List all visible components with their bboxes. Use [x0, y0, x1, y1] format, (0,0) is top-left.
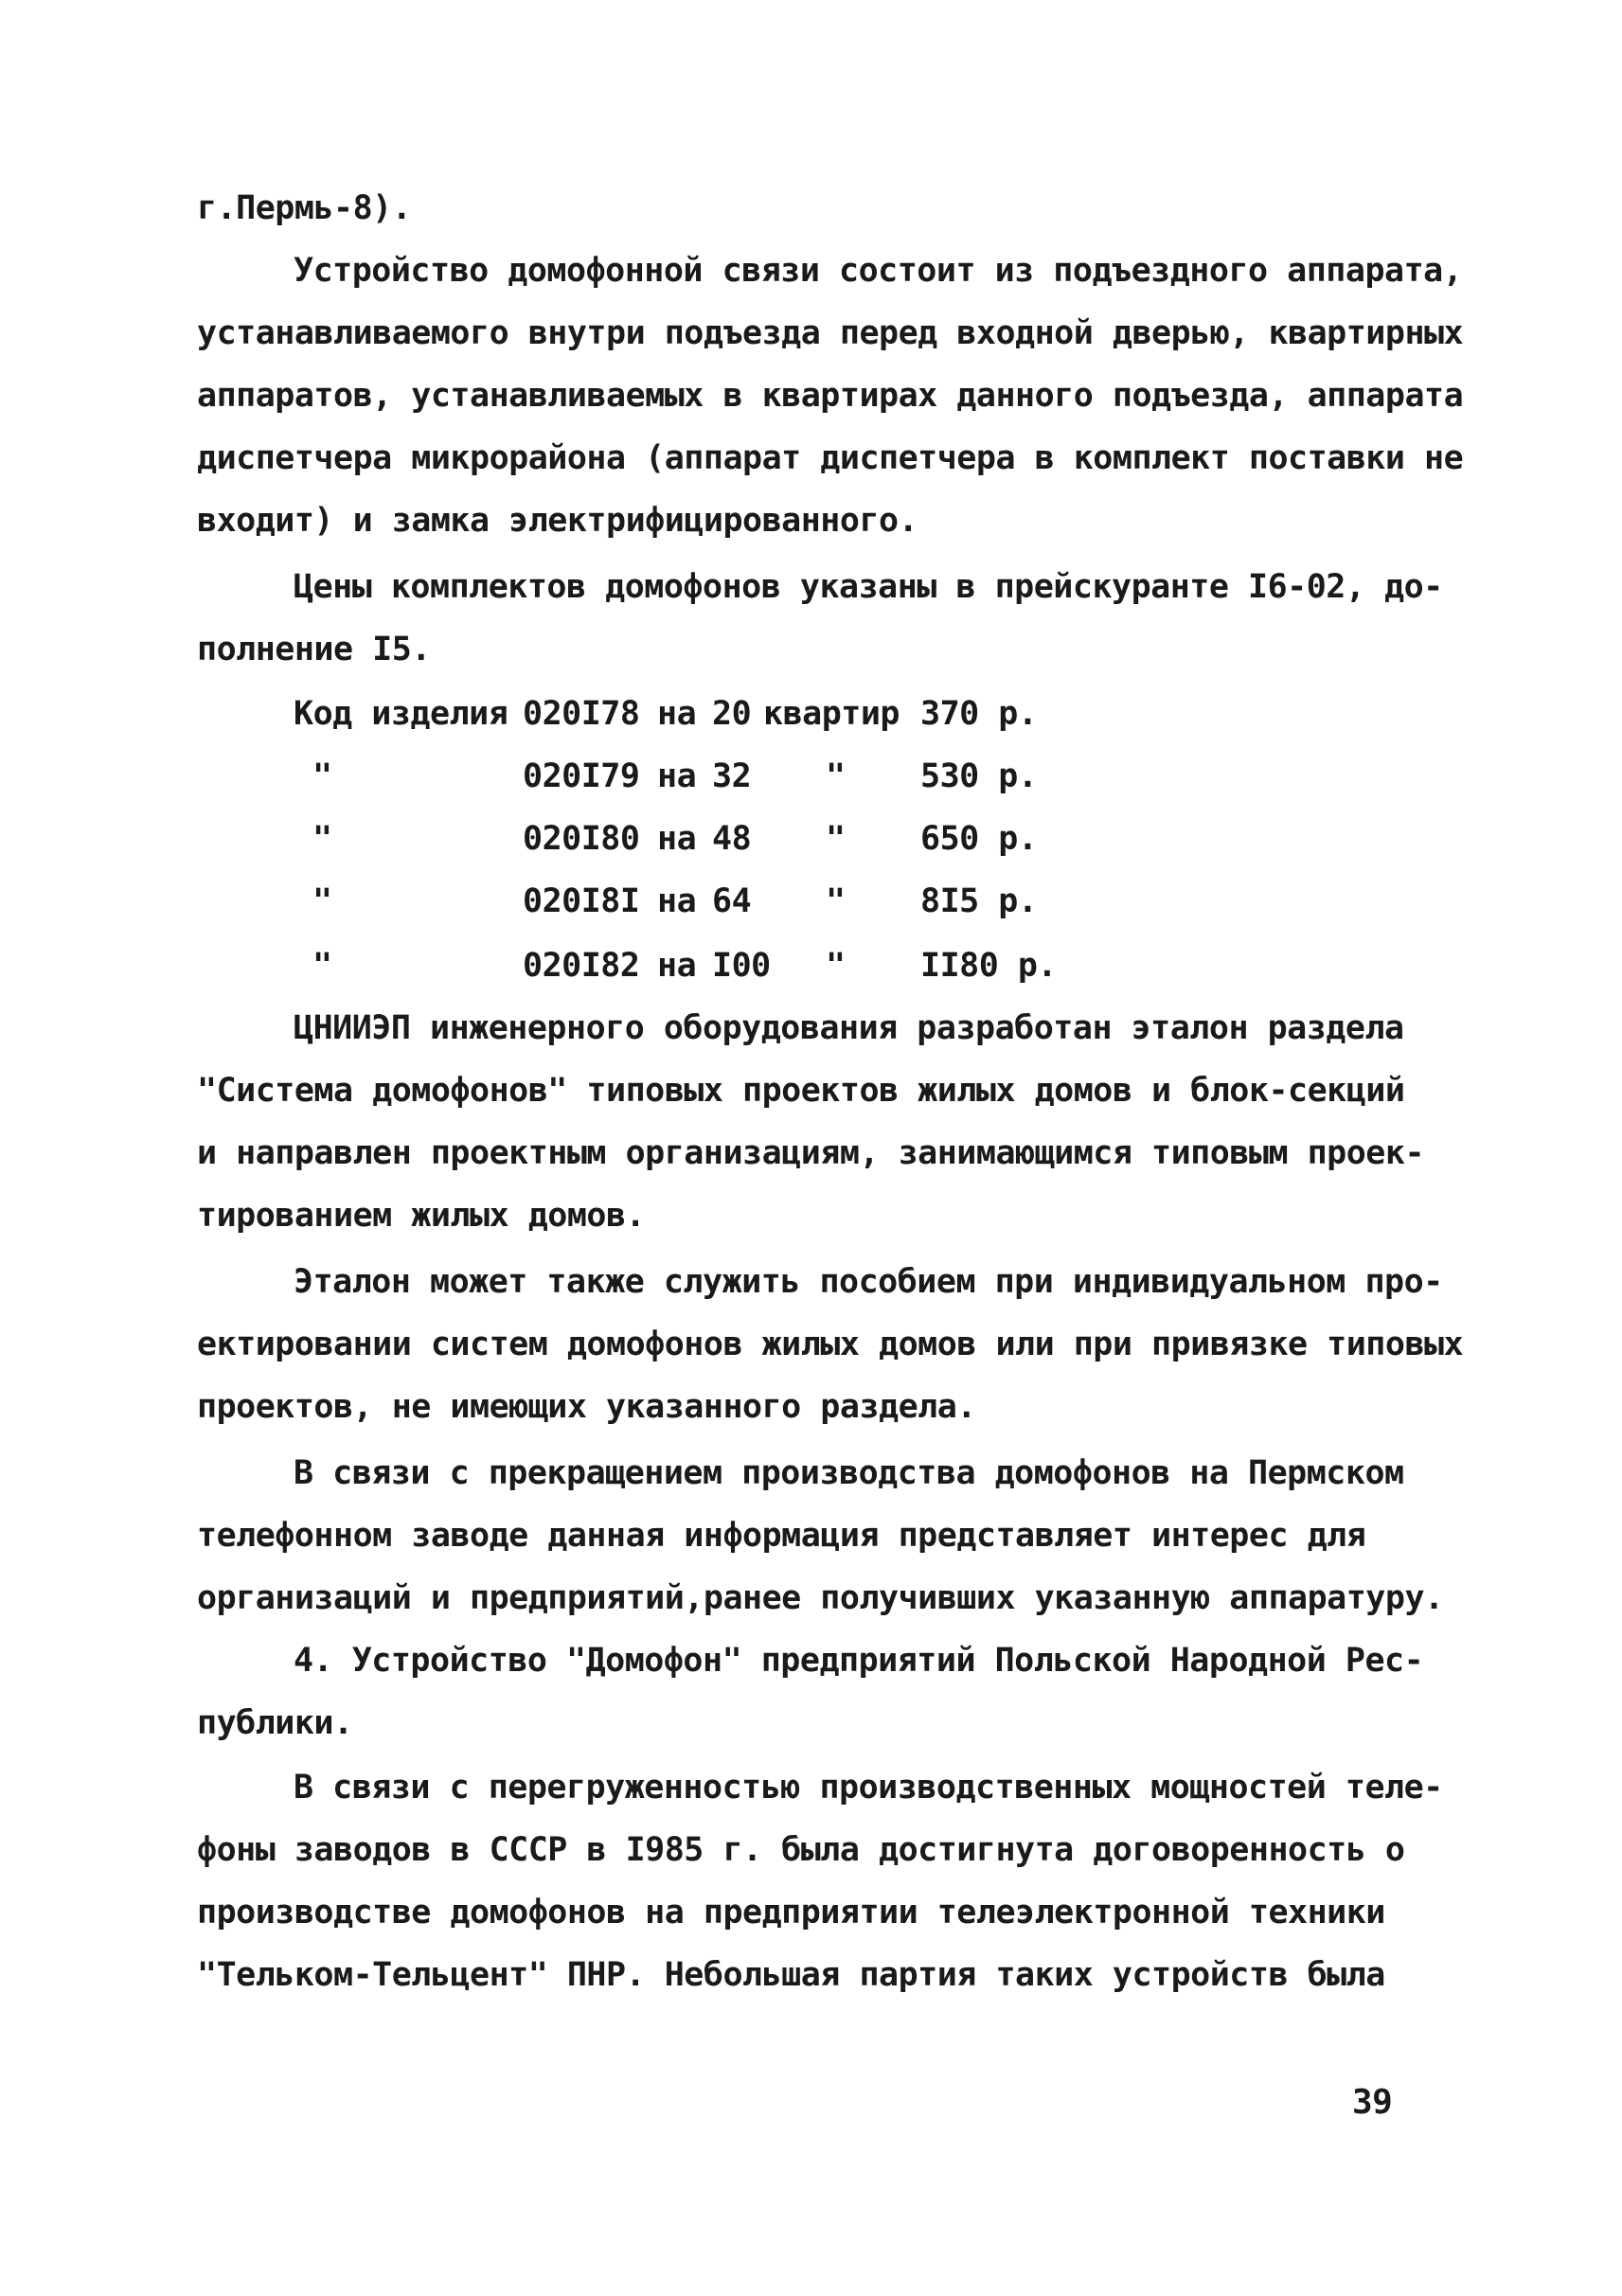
product-code: 020I82	[523, 947, 640, 985]
unit-label: "	[826, 947, 846, 985]
apartment-count: 64	[712, 882, 752, 920]
text-line: входит) и замка электрифицированного.	[197, 502, 918, 540]
text-line: В связи с прекращением производства домофонов на Пермском	[294, 1454, 1404, 1492]
text-line: "Система домофонов" типовых проектов жилых домов и блок-секций	[197, 1072, 1405, 1110]
price: 8I5 р.	[920, 882, 1038, 920]
text-line: ЦНИИЭП инженерного оборудования разработан эталон раздела	[294, 1009, 1404, 1047]
product-code: 020I80	[523, 820, 640, 858]
text-line: "Тельком-Тельцент" ПНР. Небольшая партия таких устройств была	[197, 1956, 1385, 1994]
text-line: диспетчера микрорайона (аппарат диспетчера в комплект поставки не	[197, 439, 1464, 477]
text-line: тированием жилых домов.	[197, 1197, 646, 1235]
text-line: ектировании систем домофонов жилых домов или при привязке типовых	[197, 1326, 1464, 1363]
apartment-count: 20	[712, 695, 752, 733]
unit-label: "	[826, 820, 846, 858]
product-code: 020I78	[523, 695, 640, 733]
price: 530 р.	[920, 757, 1038, 795]
text-line: телефонном заводе данная информация представляет интерес для	[197, 1517, 1366, 1555]
text-line: проектов, не имеющих указанного раздела.	[197, 1388, 976, 1426]
section-heading: 4. Устройство "Домофон" предприятий Польской Народной Рес-	[294, 1642, 1424, 1680]
apartment-count: I00	[712, 947, 771, 985]
apartment-count: 32	[712, 757, 752, 795]
row-label: "	[312, 947, 332, 985]
text-line: и направлен проектным организациям, занимающимся типовым проек-	[197, 1134, 1425, 1172]
na-word: на	[657, 820, 697, 858]
na-word: на	[657, 882, 697, 920]
price: 370 р.	[920, 695, 1038, 733]
row-label: "	[312, 882, 332, 920]
unit-label: "	[826, 882, 846, 920]
price: II80 р.	[920, 947, 1058, 985]
row-label: Код изделия	[294, 695, 508, 733]
text-line: устанавливаемого внутри подъезда перед входной дверью, квартирных	[197, 314, 1464, 352]
text-line: Эталон может также служить пособием при индивидуальном про-	[294, 1263, 1443, 1301]
text-line: Цены комплектов домофонов указаны в прейскуранте I6-02, до-	[294, 568, 1443, 606]
page-number: 39	[1352, 2083, 1393, 2122]
row-label: "	[312, 820, 332, 858]
na-word: на	[657, 947, 697, 985]
text-line: Устройство домофонной связи состоит из подъездного аппарата,	[294, 252, 1463, 290]
price: 650 р.	[920, 820, 1038, 858]
unit-label: "	[826, 757, 846, 795]
text-line: фоны заводов в СССР в I985 г. была достигнута договоренность о	[197, 1831, 1405, 1869]
na-word: на	[657, 695, 697, 733]
text-line: полнение I5.	[197, 631, 431, 668]
text-line: аппаратов, устанавливаемых в квартирах данного подъезда, аппарата	[197, 377, 1464, 415]
unit-label: квартир	[763, 695, 900, 733]
text-line: г.Пермь-8).	[197, 189, 412, 227]
section-heading: публики.	[197, 1704, 353, 1742]
na-word: на	[657, 757, 697, 795]
row-label: "	[312, 757, 332, 795]
apartment-count: 48	[712, 820, 752, 858]
text-line: организаций и предприятий,ранее получивших указанную аппаратуру.	[197, 1579, 1444, 1617]
text-line: В связи с перегруженностью производственных мощностей теле-	[294, 1769, 1443, 1807]
text-line: производстве домофонов на предприятии телеэлектронной техники	[197, 1894, 1385, 1931]
product-code: 020I8I	[523, 882, 640, 920]
product-code: 020I79	[523, 757, 640, 795]
